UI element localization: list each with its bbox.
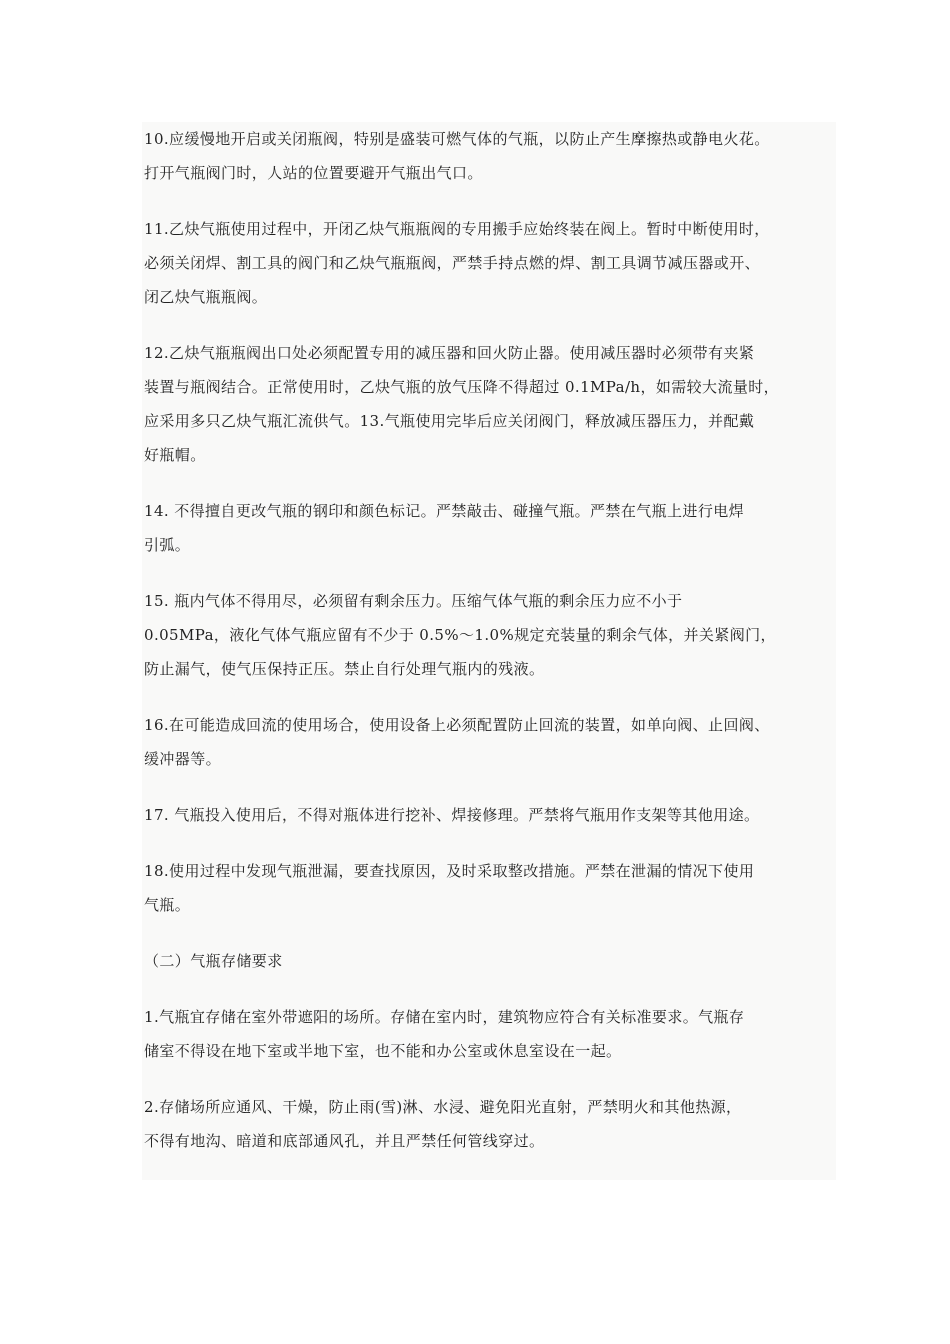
paragraph-item-14 [144, 494, 834, 562]
text-line: 引弧。 [144, 536, 191, 554]
text-line: 10.应缓慢地开启或关闭瓶阀，特别是盛装可燃气体的气瓶，以防止产生摩擦热或静电火花。 [144, 130, 770, 148]
text-line: 气瓶。 [144, 896, 191, 914]
text-line: 2.存储场所应通风、干燥，防止雨(雪)淋、水浸、避免阳光直射，严禁明火和其他热源， [144, 1098, 742, 1116]
storage-paragraph-item-2 [144, 1090, 834, 1158]
text-line: 储室不得设在地下室或半地下室，也不能和办公室或休息室设在一起。 [144, 1042, 622, 1060]
storage-paragraph-item-1 [144, 1000, 834, 1068]
text-line: 12.乙炔气瓶瓶阀出口处必须配置专用的减压器和回火防止器。使用减压器时必须带有夹紧 [144, 344, 755, 362]
document-body [142, 122, 836, 1180]
paragraph-item-15 [144, 584, 834, 686]
text-line: 不得有地沟、暗道和底部通风孔，并且严禁任何管线穿过。 [144, 1132, 545, 1150]
paragraph-item-12 [144, 336, 834, 472]
text-line: 装置与瓶阀结合。正常使用时，乙炔气瓶的放气压降不得超过 0.1MPa/h，如需较大流量时， [144, 378, 780, 396]
text-line: 0.05MPa，液化气体气瓶应留有不少于 0.5%～1.0%规定充装量的剩余气体，并关紧阀门， [144, 626, 776, 644]
text-line: 缓冲器等。 [144, 750, 222, 768]
text-line: 17. 气瓶投入使用后，不得对瓶体进行挖补、焊接修理。严禁将气瓶用作支架等其他用途。 [144, 806, 760, 824]
paragraph-item-10 [144, 122, 834, 190]
text-line: 18.使用过程中发现气瓶泄漏，要查找原因，及时采取整改措施。严禁在泄漏的情况下使用 [144, 862, 755, 880]
text-line: 闭乙炔气瓶瓶阀。 [144, 288, 268, 306]
text-line: 好瓶帽。 [144, 446, 206, 464]
paragraph-item-18 [144, 854, 834, 922]
text-line: 1.气瓶宜存储在室外带遮阳的场所。存储在室内时，建筑物应符合有关标准要求。气瓶存 [144, 1008, 745, 1026]
text-line: 必须关闭焊、割工具的阀门和乙炔气瓶瓶阀，严禁手持点燃的焊、割工具调节减压器或开、 [144, 254, 761, 272]
text-line: 15. 瓶内气体不得用尽，必须留有剩余压力。压缩气体气瓶的剩余压力应不小于 [144, 592, 683, 610]
paragraph-item-11 [144, 212, 834, 314]
text-line: 11.乙炔气瓶使用过程中，开闭乙炔气瓶瓶阀的专用搬手应始终装在阀上。暂时中断使用时， [144, 220, 770, 238]
text-line: 打开气瓶阀门时，人站的位置要避开气瓶出气口。 [144, 164, 483, 182]
paragraph-item-16 [144, 708, 834, 776]
text-line: 应采用多只乙炔气瓶汇流供气。13.气瓶使用完毕后应关闭阀门，释放减压器压力，并配戴 [144, 412, 755, 430]
text-line: 防止漏气，使气压保持正压。禁止自行处理气瓶内的残液。 [144, 660, 545, 678]
section-heading: （二）气瓶存储要求 [144, 952, 283, 970]
text-line: 14. 不得擅自更改气瓶的钢印和颜色标记。严禁敲击、碰撞气瓶。严禁在气瓶上进行电焊 [144, 502, 745, 520]
paragraph-item-17 [144, 798, 834, 832]
text-line: 16.在可能造成回流的使用场合，使用设备上必须配置防止回流的装置，如单向阀、止回阀、 [144, 716, 770, 734]
